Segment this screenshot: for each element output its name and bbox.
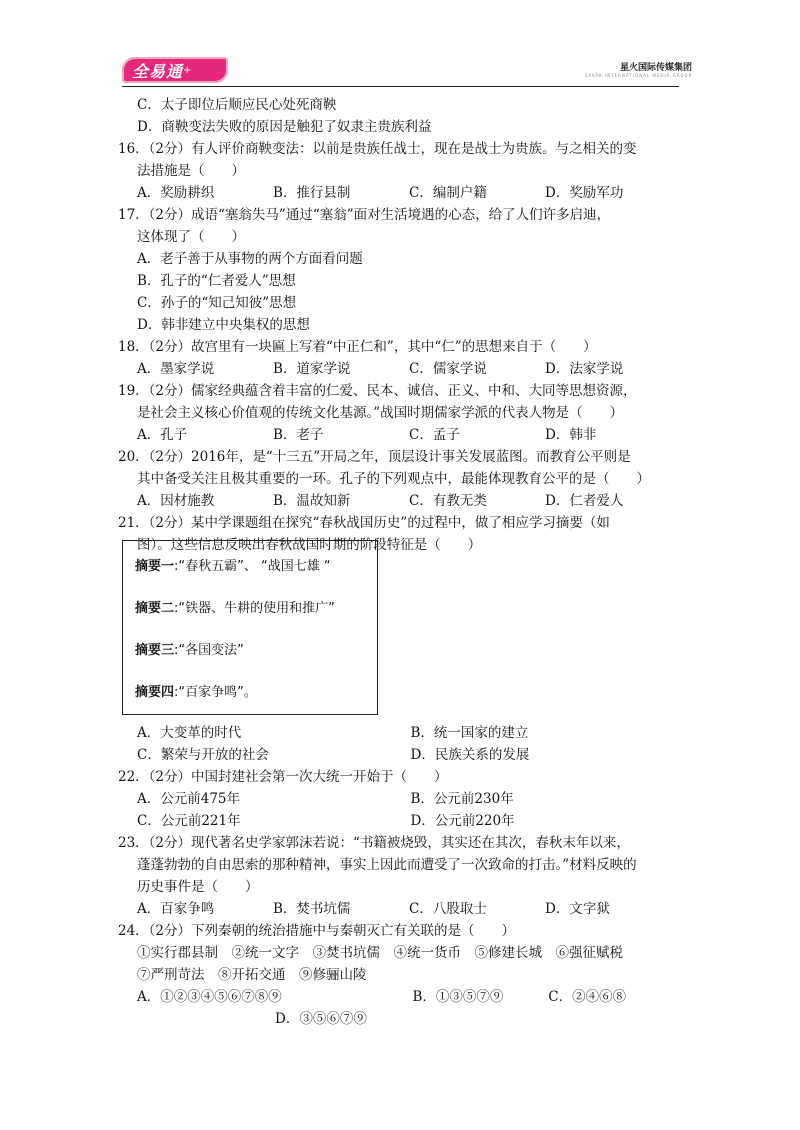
answer-option: C．编制户籍 [409, 185, 487, 201]
questions-top [118, 94, 684, 556]
answer-option: A．①②③④⑤⑥⑦⑧⑨ [137, 989, 282, 1005]
text-line: C．太子即位后顺应民心处死商鞅 [137, 97, 337, 113]
text-line: D．商鞅变法失败的原因是触犯了奴隶主贵族利益 [137, 119, 432, 135]
question-stem: 22．（2分）中国封建社会第一次大统一开始于（ ） [118, 769, 448, 785]
text-line: 其中备受关注且极其重要的一环。孔子的下列观点中，最能体现教育公平的是（ ） [137, 471, 650, 487]
text-line: 是社会主义核心价值观的传统文化基源。”战国时期儒家学派的代表人物是（ ） [137, 405, 624, 421]
summary-text: :“春秋五霸”、 “战国七雄 “ [174, 559, 331, 574]
text-line: 图）。这些信息反映出春秋战国时期的阶段特征是（ ） [137, 537, 482, 553]
answer-option: D．奖励军功 [545, 185, 624, 201]
logo-text: 全易通 [132, 61, 184, 81]
text-line: ①实行郡县制 ②统一文字 ③焚书坑儒 ④统一货币 ⑤修建长城 ⑥强征赋税 [137, 945, 623, 961]
answer-option: A．公元前475年 [137, 791, 241, 807]
answer-option: D．仁者爱人 [545, 493, 624, 509]
answer-option: C．繁荣与开放的社会 [137, 747, 269, 763]
summary-label: 摘要四 [135, 685, 175, 700]
text-line: 法措施是（ ） [137, 163, 245, 179]
summary-box [122, 540, 378, 715]
answer-option: A．孔子 [137, 427, 188, 443]
answer-option: C．孟子 [409, 427, 460, 443]
header-divider [122, 86, 679, 87]
answer-option: B．老子 [273, 427, 324, 443]
questions-bottom [118, 722, 684, 1030]
answer-option: D．文字狱 [545, 901, 610, 917]
options-row [118, 744, 684, 766]
question-stem: 23．（2分）现代著名史学家郭沫若说：“书籍被烧毁，其实还在其次，春秋末年以来， [118, 835, 630, 851]
text-line: 历史事件是（ ） [137, 879, 259, 895]
summary-item [135, 681, 257, 700]
answer-option: B．公元前230年 [410, 791, 514, 807]
question-stem: 17．（2分）成语“塞翁失马”通过“塞翁”面对生活境遇的心态，给了人们许多启迪， [118, 207, 611, 223]
text-line: D．韩非建立中央集权的思想 [137, 317, 310, 333]
page-header [0, 0, 800, 90]
answer-option: B．①③⑤⑦⑨ [412, 989, 504, 1005]
options-row [118, 986, 684, 1008]
text-line: ⑦严刑苛法 ⑧开拓交通 ⑨修骊山陵 [137, 967, 367, 983]
options-row [118, 898, 684, 920]
answer-option: C．②④⑥⑧ [548, 989, 627, 1005]
options-row [118, 722, 684, 744]
question-stem: 16．（2分）有人评价商鞅变法：以前是贵族任战士，现在是战士为贵族。与之相关的变 [118, 141, 637, 157]
summary-text: :“各国变法” [174, 643, 244, 658]
answer-option: D．法家学说 [545, 361, 624, 377]
options-row [118, 810, 684, 832]
answer-option: B．统一国家的建立 [410, 725, 529, 741]
summary-item [135, 639, 244, 658]
answer-option: C．儒家学说 [409, 361, 487, 377]
brand-logo [122, 57, 228, 83]
answer-option: B．焚书坑儒 [273, 901, 351, 917]
answer-option: A．因材施教 [137, 493, 215, 509]
question-stem: 24．（2分）下列秦朝的统治措施中与秦朝灭亡有关联的是（ ） [118, 923, 516, 939]
summary-label: 摘要三 [135, 643, 175, 658]
answer-option: A．奖励耕织 [137, 185, 215, 201]
publisher-name-en: SPARK INTERNATIONAL MEDIA GROUP [584, 73, 692, 78]
summary-item [135, 597, 335, 616]
summary-label: 摘要一 [135, 559, 175, 574]
publisher-brand [585, 60, 692, 78]
logo-plus: + [183, 64, 192, 76]
answer-option: D．韩非 [545, 427, 597, 443]
answer-option: C．八股取士 [409, 901, 487, 917]
answer-option: C．公元前221年 [137, 813, 241, 829]
question-stem: 21．（2分）某中学课题组在探究“春秋战国历史”的过程中，做了相应学习摘要（如 [118, 515, 610, 531]
options-row [118, 182, 684, 204]
summary-item [135, 555, 331, 574]
text-line: 蓬蓬勃勃的自由思索的那种精神，事实上因此而遭受了一次致命的打击。”材料反映的 [137, 857, 637, 873]
answer-option: D．民族关系的发展 [410, 747, 530, 763]
text-line: B．孔子的“仁者爱人”思想 [137, 273, 296, 289]
answer-option: B．推行县制 [273, 185, 351, 201]
text-line: A．老子善于从事物的两个方面看问题 [137, 251, 363, 267]
options-row [118, 358, 684, 380]
answer-option: A．墨家学说 [137, 361, 215, 377]
answer-option: A．大变革的时代 [137, 725, 242, 741]
summary-text: :“百家争鸣”。 [174, 685, 257, 700]
answer-option: B．道家学说 [273, 361, 351, 377]
answer-option: C．有教无类 [409, 493, 487, 509]
text-line: C．孙子的“知己知彼”思想 [137, 295, 297, 311]
answer-option: B．温故知新 [273, 493, 351, 509]
options-row [118, 788, 684, 810]
answer-option: D．公元前220年 [410, 813, 515, 829]
question-stem: 19．（2分）儒家经典蕴含着丰富的仁爱、民本、诚信、正义、中和、大同等思想资源， [118, 383, 637, 399]
question-stem: 20．（2分）2016年，是“十三五”开局之年，顶层设计事关发展蓝图。而教育公平则是 [118, 449, 631, 465]
text-line: 这体现了（ ） [137, 229, 245, 245]
question-stem: 18．（2分）故宫里有一块匾上写着“中正仁和”，其中“仁”的思想来自于（ ） [118, 339, 597, 355]
publisher-name: 星火国际传媒集团 [619, 63, 692, 73]
options-row [118, 424, 684, 446]
options-row [118, 490, 684, 512]
answer-option: A．百家争鸣 [137, 901, 215, 917]
summary-label: 摘要二 [135, 601, 175, 616]
question-stem: D．③⑤⑥⑦⑨ [275, 1011, 367, 1027]
summary-text: :“铁器、牛耕的使用和推广” [174, 601, 335, 616]
